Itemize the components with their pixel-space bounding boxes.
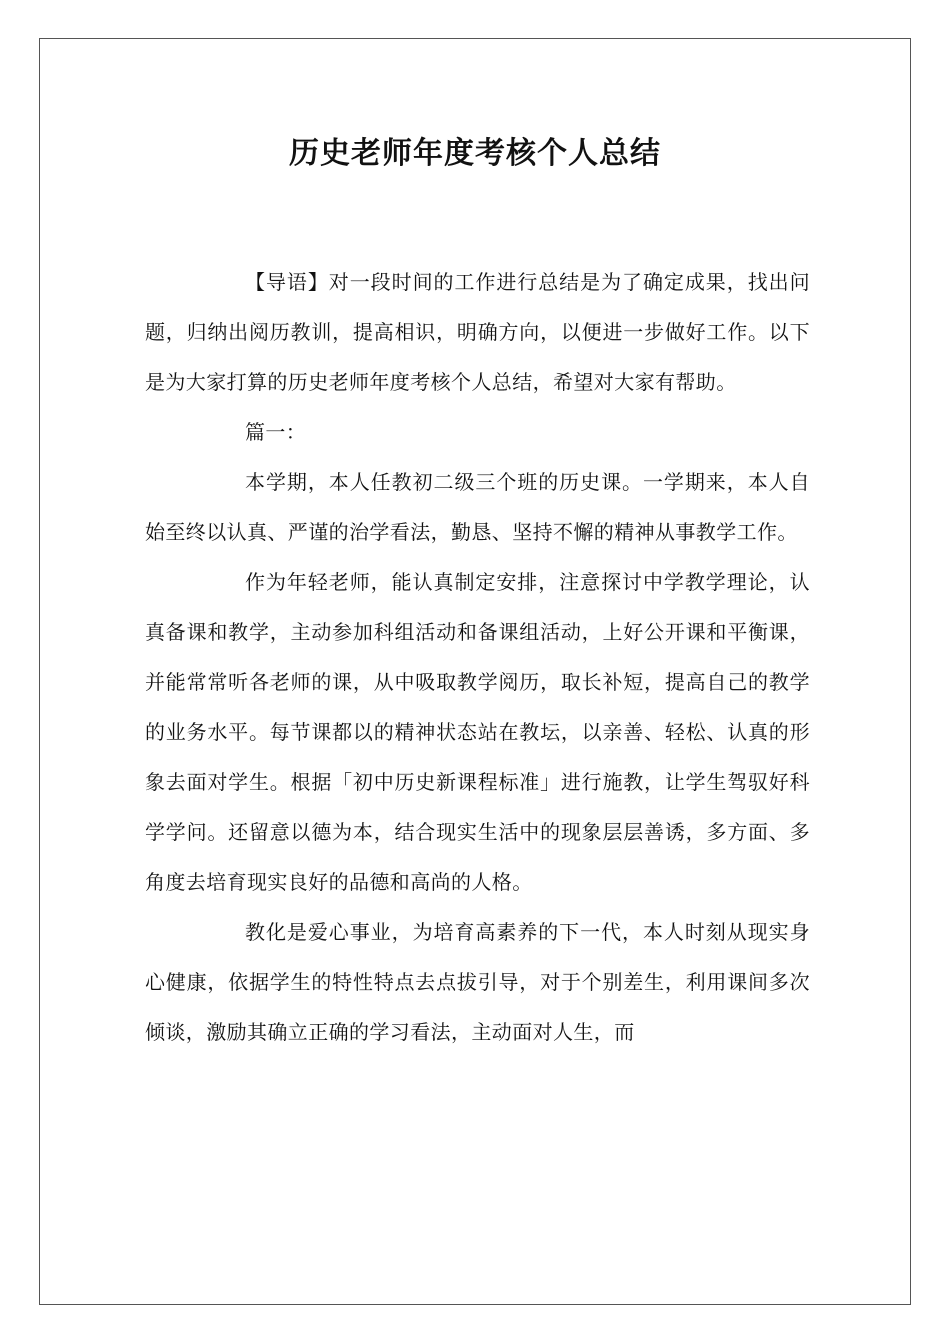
section-heading: 篇一： (245, 420, 307, 444)
paragraph-1: 本学期，本人任教初二级三个班的历史课。一学期来，本人自始至终以认真、严谨的治学看法，勤恳、坚持不懈的精神从事教学工作。 (145, 470, 810, 544)
document-body (145, 257, 810, 1057)
paragraph-3: 教化是爱心事业，为培育高素养的下一代，本人时刻从现实身心健康，依据学生的特性特点去点拔引导，对于个别差生，利用课间多次倾谈，激励其确立正确的学习看法，主动面对人生，而 (145, 920, 810, 1044)
paragraph-intro: 【导语】对一段时间的工作进行总结是为了确定成果，找出问题，归纳出阅历教训，提高相识，明确方向，以便进一步做好工作。以下是为大家打算的历史老师年度考核个人总结，希望对大家有帮助。 (145, 270, 810, 394)
paragraph-2: 作为年轻老师，能认真制定安排，注意探讨中学教学理论，认真备课和教学，主动参加科组活动和备课组活动，上好公开课和平衡课，并能常常听各老师的课，从中吸取教学阅历，取长补短，提高自己的教学的业务水平。每节课都以的精神状态站在教坛，以亲善、轻松、认真的形象去面对学生。根据「初中历史新课程标准」进行施教，让学生驾驭好科学学问。还留意以德为本，结合现实生活中的现象层层善诱，多方面、多角度去培育现实良好的品德和高尚的人格。 (145, 570, 810, 894)
document-title: 历史老师年度考核个人总结 (289, 136, 661, 171)
